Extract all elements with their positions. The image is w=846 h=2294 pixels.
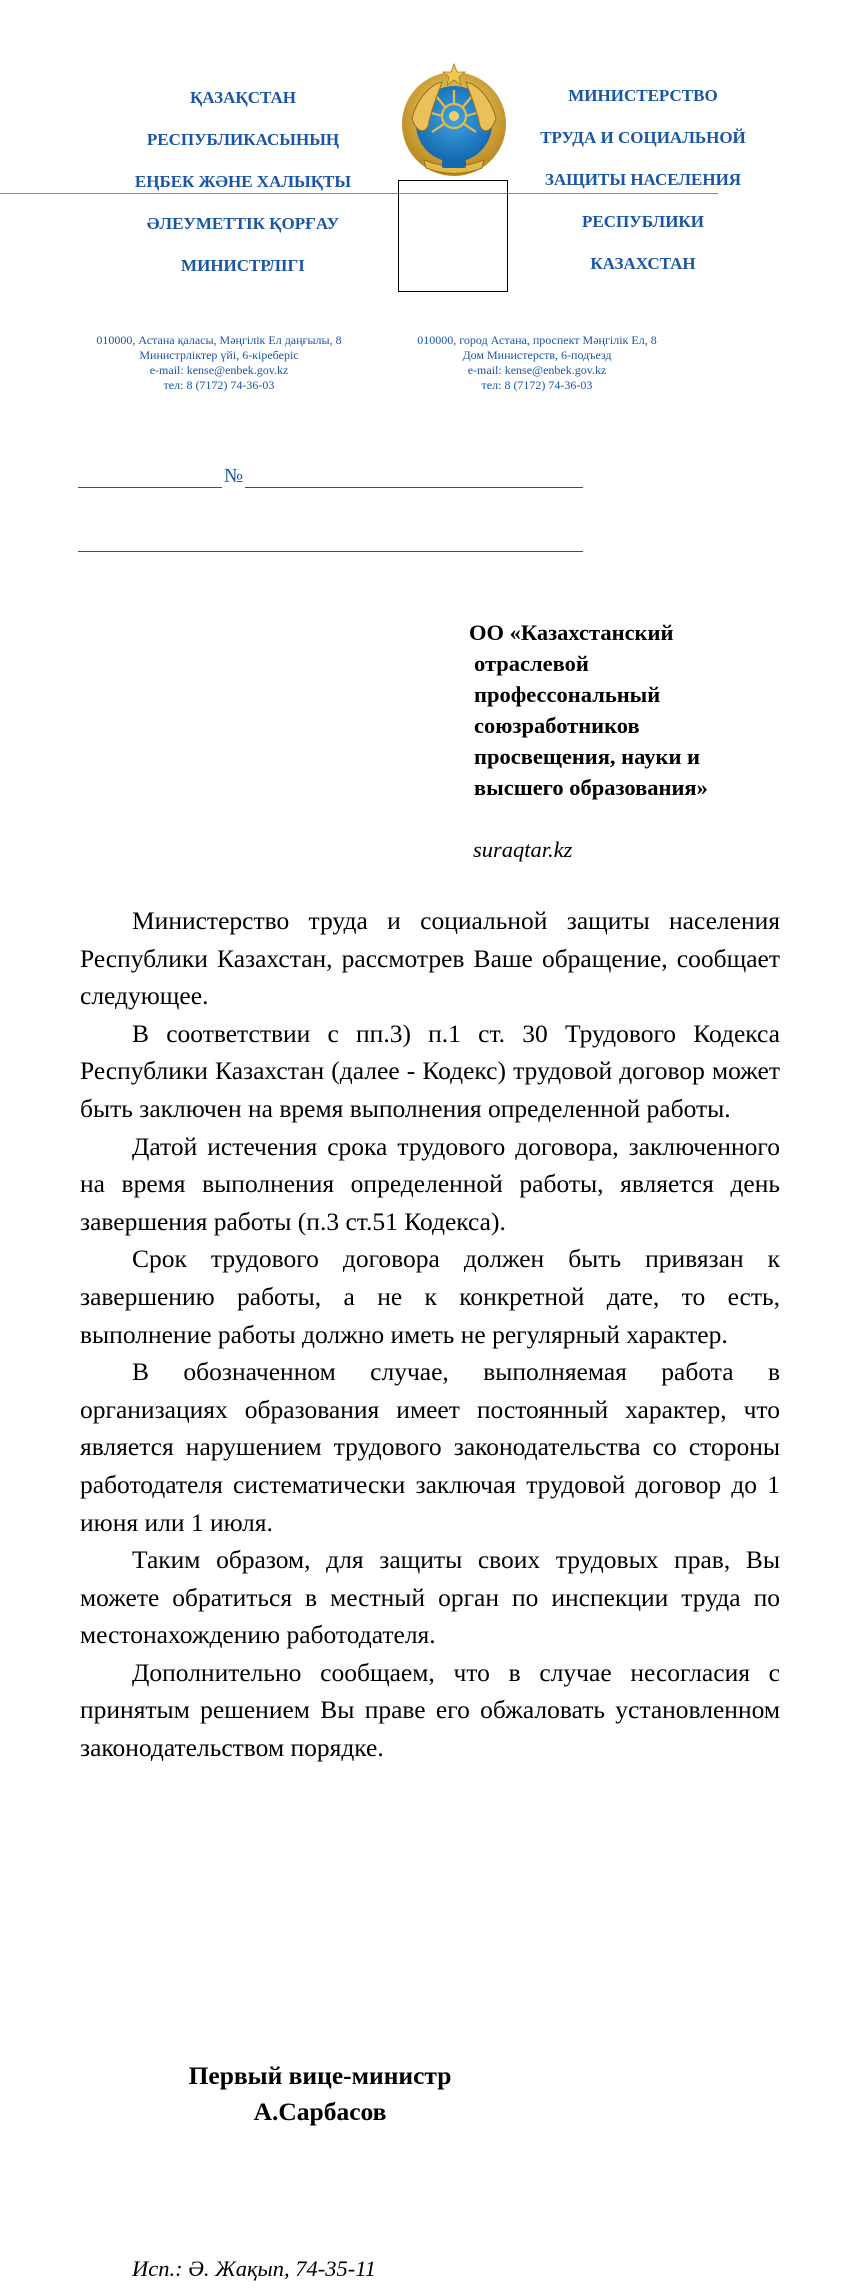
outgoing-number-line <box>78 487 583 488</box>
ministry-name-ru-line: КАЗАХСТАН <box>590 254 696 273</box>
address-kz-email: e-mail: kense@enbek.gov.kz <box>149 363 289 377</box>
body-paragraph: Министерство труда и социальной защиты населения Республики Казахстан, рассмотрев Ваше обращение, сообщает следующее. <box>80 906 780 1011</box>
signature-block <box>150 2058 490 2130</box>
header-divider <box>0 193 718 194</box>
ministry-name-ru <box>528 64 758 295</box>
body-paragraph: Таким образом, для защиты своих трудовых прав, Вы можете обратиться в местный орган по инспекции труда по местонахождению работодателя. <box>80 1545 780 1650</box>
address-ru-email: e-mail: kense@enbek.gov.kz <box>467 363 607 377</box>
ministry-name-ru-line: МИНИСТЕРСТВО <box>568 86 718 105</box>
addressee-line: ОО «Казахстанский <box>469 620 674 645</box>
body-paragraph: В соответствии с пп.3) п.1 ст. 30 Трудового Кодекса Республики Казахстан (далее - Кодекс) трудовой договор может быть заключен на время выполнения определенной работы. <box>80 1018 780 1123</box>
ministry-name-kz-line: МИНИСТРЛІГІ <box>181 256 305 275</box>
ministry-name-ru-line: ЗАЩИТЫ НАСЕЛЕНИЯ <box>544 170 742 189</box>
address-kz-phone: тел: 8 (7172) 74-36-03 <box>163 378 275 392</box>
addressee-block <box>470 617 770 803</box>
address-kz <box>70 333 368 393</box>
addressee-line: союзработников <box>474 713 640 738</box>
body-paragraph: В обозначенном случае, выполняемая работа в организациях образования имеет постоянный характер, что является нарушением трудового законодательства со стороны работодателя систематически заключая трудовой договор до 1 июня или 1 июля. <box>80 1357 780 1537</box>
ministry-name-ru-line: ТРУДА И СОЦИАЛЬНОЙ <box>540 128 746 147</box>
addressee-line: высшего образования» <box>474 775 708 800</box>
reference-line <box>78 551 583 552</box>
addressee-line: просвещения, науки и <box>474 744 701 769</box>
executor-note: Исп.: Ә. Жақып, 74-35-11 <box>132 2256 377 2281</box>
address-ru-line: Дом Министерств, 6-подъезд <box>462 348 612 362</box>
body-paragraph: Датой истечения срока трудового договора, заключенного на время выполнения определенной работы, является день завершения работы (п.3 ст.51 Кодекса). <box>80 1131 780 1236</box>
ministry-name-ru-line: РЕСПУБЛИКИ <box>582 212 704 231</box>
signer-position: Первый вице-министр <box>188 2061 452 2090</box>
signer-name: А.Сарбасов <box>253 2097 387 2126</box>
state-emblem-icon <box>398 60 510 180</box>
body-paragraph: Дополнительно сообщаем, что в случае несогласия с принятым решением Вы праве его обжаловать установленном законодательством порядке. <box>80 1657 780 1763</box>
address-kz-line: Министрліктер үйі, 6-кіреберіс <box>139 348 299 362</box>
number-sign: № <box>224 465 244 487</box>
letter-body <box>80 902 780 1767</box>
addressee-email: suraqtar.kz <box>473 837 573 862</box>
ministry-name-kz-line: ЕҢБЕК ЖӘНЕ ХАЛЫҚТЫ <box>134 172 352 191</box>
address-ru-line: 010000, город Астана, проспект Мәңгілік Ел, 8 <box>417 333 657 347</box>
ministry-name-kz <box>108 66 378 297</box>
registration-stamp-box <box>398 180 508 292</box>
address-kz-line: 010000, Астана қаласы, Мәңгілік Ел даңғылы, 8 <box>96 333 342 347</box>
address-ru <box>392 333 682 393</box>
ministry-name-kz-line: ҚАЗАҚСТАН <box>189 88 297 107</box>
body-paragraph: Срок трудового договора должен быть привязан к завершению работы, а не к конкретной дате, то есть, выполнение работы должно иметь не регулярный характер. <box>80 1244 780 1349</box>
address-ru-phone: тел: 8 (7172) 74-36-03 <box>481 378 593 392</box>
addressee-line: отраслевой <box>474 651 589 676</box>
ministry-name-kz-line: РЕСПУБЛИКАСЫНЫҢ <box>146 130 340 149</box>
addressee-line: профессональный <box>474 682 661 707</box>
ministry-name-kz-line: ӘЛЕУМЕТТІК ҚОРҒАУ <box>146 214 340 233</box>
